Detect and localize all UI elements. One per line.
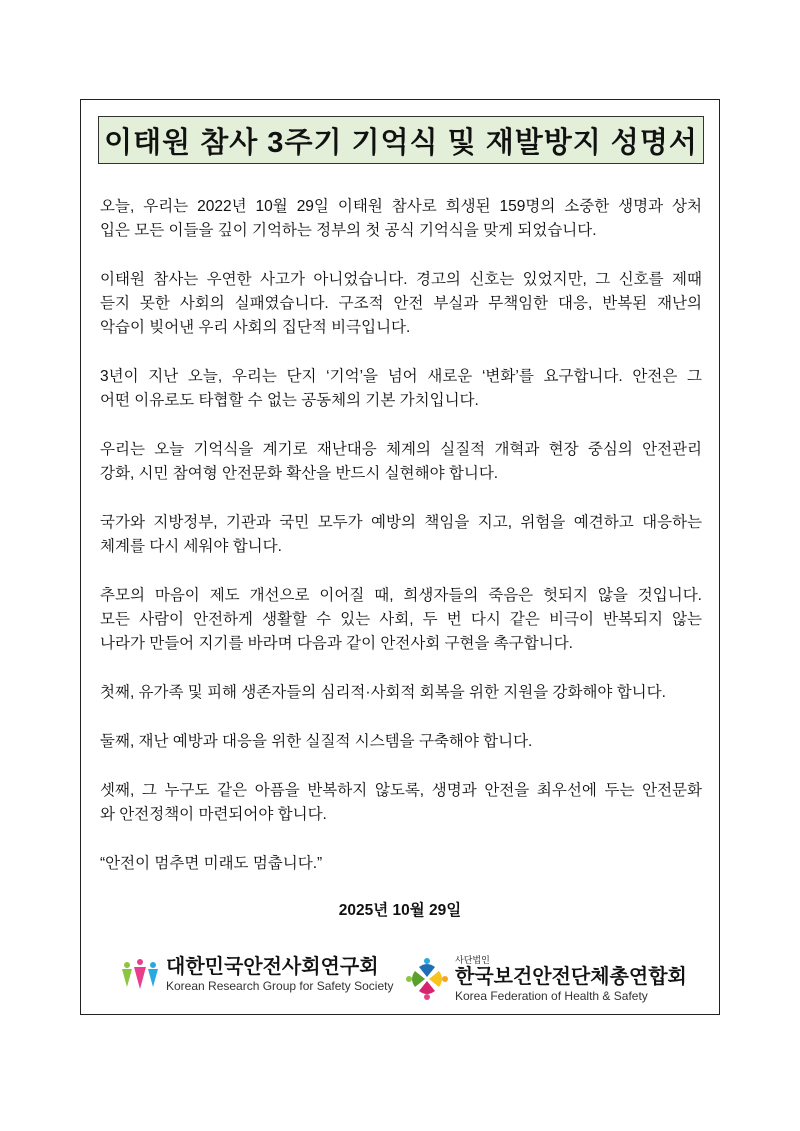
paragraph-line: 첫째, 유가족 및 피해 생존자들의 심리적·사회적 회복을 위한 지원을 강화해야 합니다. bbox=[100, 684, 666, 701]
paragraph-line: 3년이 지난 오늘, 우리는 단지 ‘기억’을 넘어 새로운 ‘변화’를 요구합니다. 안전은 그 bbox=[100, 368, 702, 385]
hearts-logo-icon bbox=[405, 957, 449, 1001]
paragraph-line: 셋째, 그 누구도 같은 아픔을 반복하지 않도록, 생명과 안전을 최우선에 두는 안전문화 bbox=[100, 782, 702, 799]
logo2-prefix: 사단법인 bbox=[455, 955, 490, 965]
paragraph-line: 와 안전정책이 마련되어야 합니다. bbox=[100, 806, 327, 823]
paragraph bbox=[100, 681, 702, 705]
paragraph-line: 체계를 다시 세워야 합니다. bbox=[100, 538, 282, 555]
paragraph bbox=[100, 584, 702, 656]
paragraph bbox=[100, 365, 702, 413]
paragraph-line: “안전이 멈추면 미래도 멈춥니다.” bbox=[100, 855, 323, 872]
paragraph-line: 입은 모든 이들을 깊이 기억하는 정부의 첫 공식 기억식을 맞게 되었습니다. bbox=[100, 222, 597, 239]
paragraph bbox=[100, 511, 702, 559]
paragraph bbox=[100, 852, 702, 876]
paragraph-line: 듣지 못한 사회의 실패였습니다. 구조적 안전 부실과 무책임한 대응, 반복된 재난의 bbox=[100, 295, 702, 312]
paragraph-line: 강화, 시민 참여형 안전문화 확산을 반드시 실현해야 합니다. bbox=[100, 465, 499, 482]
logo1-name-kr: 대한민국안전사회연구회 bbox=[166, 956, 379, 978]
paragraph bbox=[100, 268, 702, 340]
paragraph bbox=[100, 438, 702, 486]
paragraph-line: 국가와 지방정부, 기관과 국민 모두가 예방의 책임을 지고, 위험을 예견하고 대응하는 bbox=[100, 514, 702, 531]
paragraph-line: 추모의 마음이 제도 개선으로 이어질 때, 희생자들의 죽음은 헛되지 않을 것입니다. bbox=[100, 587, 702, 604]
statement-date: 2025년 10월 29일 bbox=[338, 902, 462, 919]
logo2-name-en: Korea Federation of Health & Safety bbox=[455, 989, 648, 1003]
paragraph-line: 이태원 참사는 우연한 사고가 아니었습니다. 경고의 신호는 있었지만, 그 신호를 제때 bbox=[100, 271, 702, 288]
paragraph bbox=[100, 730, 702, 754]
document-title: 이태원 참사 3주기 기억식 및 재발방지 성명서 bbox=[98, 116, 704, 164]
paragraph-line: 악습이 빚어낸 우리 사회의 집단적 비극입니다. bbox=[100, 319, 411, 336]
paragraph-line: 나라가 만들어 지기를 바라며 다음과 같이 안전사회 구현을 촉구합니다. bbox=[100, 635, 573, 652]
paragraph-line: 모든 사람이 안전하게 생활할 수 있는 사회, 두 번 다시 같은 비극이 반복되지 않는 bbox=[100, 611, 702, 628]
paragraph bbox=[100, 779, 702, 827]
logo1-name-en: Korean Research Group for Safety Society bbox=[166, 979, 394, 993]
paragraph-line: 둘째, 재난 예방과 대응을 위한 실질적 시스템을 구축해야 합니다. bbox=[100, 733, 533, 750]
paragraph-line: 오늘, 우리는 2022년 10월 29일 이태원 참사로 희생된 159명의 소중한 생명과 상처 bbox=[100, 198, 702, 215]
paragraph-line: 우리는 오늘 기억식을 계기로 재난대응 체계의 실질적 개혁과 현장 중심의 안전관리 bbox=[100, 441, 702, 458]
paragraph-line: 어떤 이유로도 타협할 수 없는 공동체의 기본 가치입니다. bbox=[100, 392, 479, 409]
logo2-name-kr: 한국보건안전단체총연합회 bbox=[455, 966, 687, 988]
logo-korea-federation bbox=[405, 955, 687, 1003]
logos bbox=[120, 955, 690, 1005]
people-logo-icon bbox=[120, 957, 160, 991]
statement-body bbox=[100, 195, 702, 901]
logo-korean-research-group bbox=[120, 955, 393, 993]
paragraph bbox=[100, 195, 702, 243]
